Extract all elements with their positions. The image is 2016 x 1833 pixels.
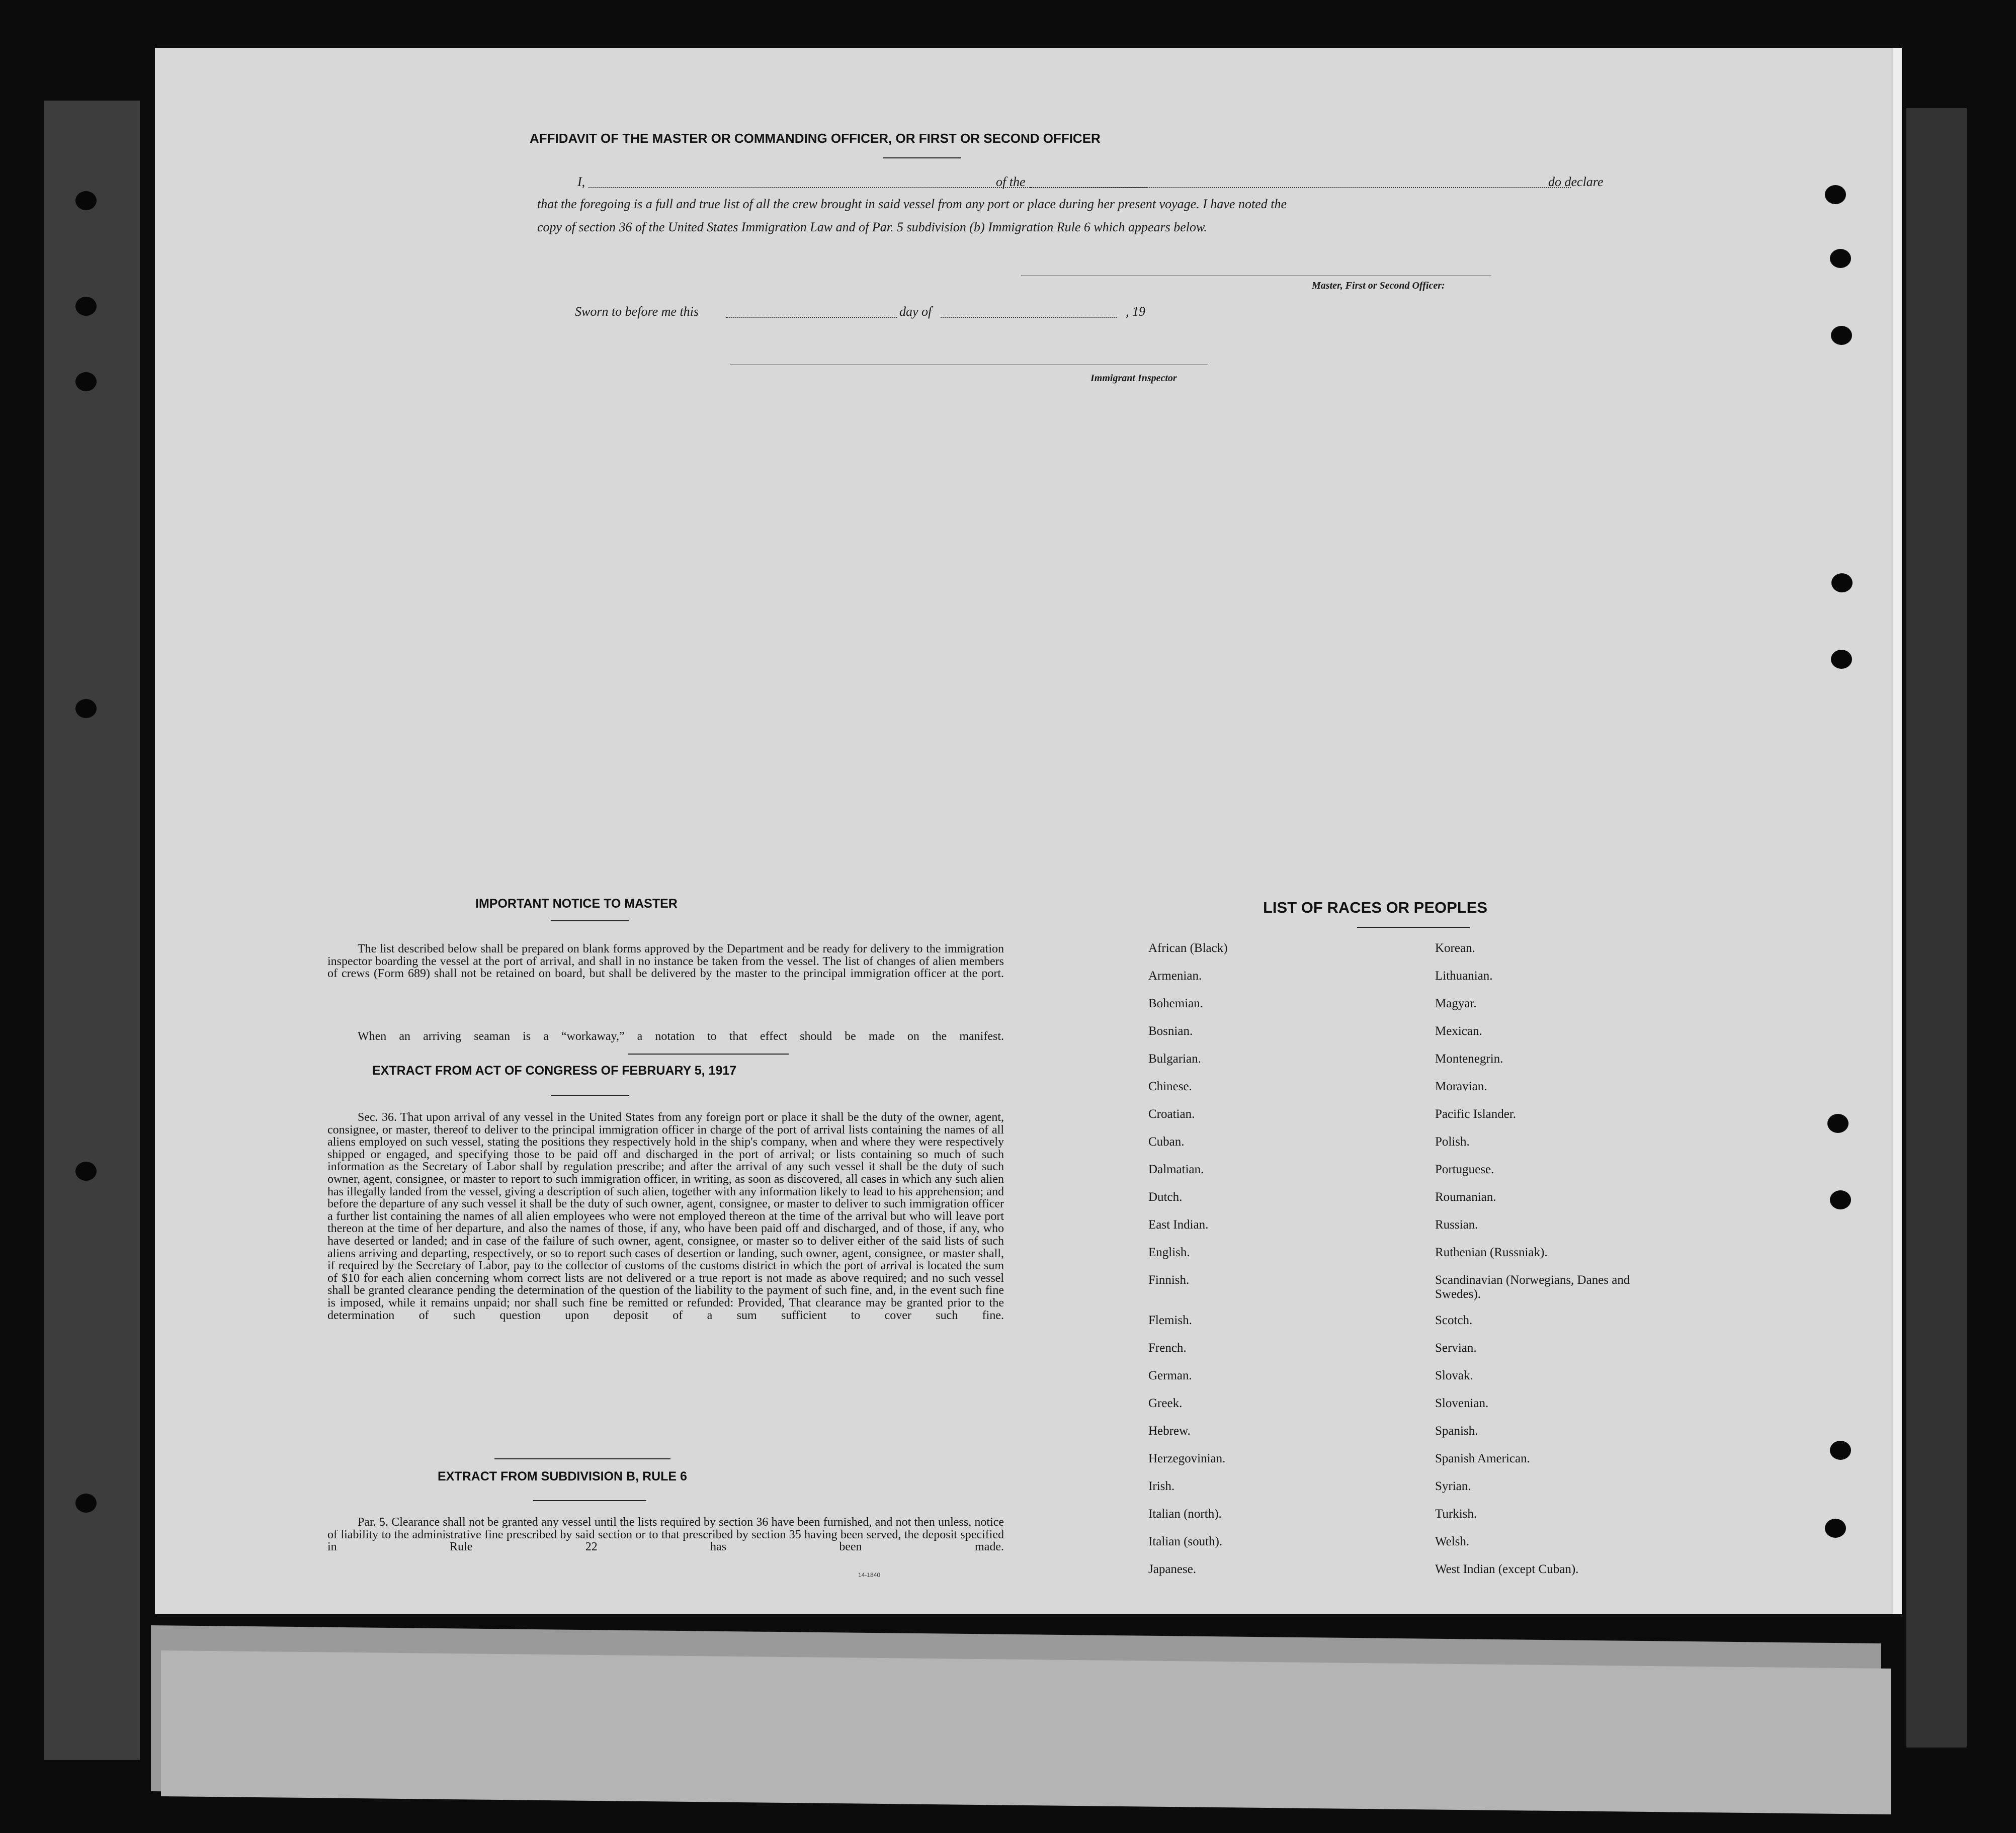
rule6-underline [533, 1500, 646, 1501]
race-item: Syrian. [1435, 1479, 1471, 1493]
binder-edge [1906, 108, 1967, 1748]
race-item: Chinese. [1148, 1080, 1192, 1093]
race-item: Slovak. [1435, 1369, 1473, 1382]
race-item: West Indian (except Cuban). [1435, 1562, 1579, 1576]
punch-hole-icon [1827, 1114, 1849, 1133]
inspector-label: Immigrant Inspector [1090, 373, 1177, 384]
race-item: Armenian. [1148, 969, 1202, 983]
punch-hole-icon [1831, 573, 1853, 592]
declarant-label: I, [577, 174, 585, 189]
punch-hole-icon [75, 1494, 97, 1513]
notice-text: The list described below shall be prepared on blank forms approved by the Department and be ready for delivery to the immigration inspector boarding the vessel at the port of arrival, and shall in no instance be taken from the vessel. The list of changes of alien members of crews (Form 689) shall not be retained on board, but shall be delivered by the master to the principal immigration officer at the port. [327, 942, 1004, 981]
title-underline [883, 157, 961, 158]
races-title: LIST OF RACES OR PEOPLES [1263, 899, 1488, 916]
declare-label: do declare [1548, 174, 1604, 189]
section-divider [628, 1054, 789, 1055]
race-item: Portuguese. [1435, 1163, 1494, 1176]
affidavit-title: AFFIDAVIT OF THE MASTER OR COMMANDING OFFICER, OR FIRST OR SECOND OFFICER [530, 131, 1101, 146]
rule6-text: Par. 5. Clearance shall not be granted any vessel until the lists required by section 36 have been furnished, and not then unless, notice of liability to the administrative fine prescribed by said section or to that prescribed by section 35 having been served, the deposit specified in Rule 22 has been made. [327, 1516, 1004, 1554]
day-of-label: day of [899, 304, 932, 319]
year-label: , 19 [1126, 304, 1145, 319]
punch-hole-icon [1830, 249, 1851, 268]
race-item: Ruthenian (Russniak). [1435, 1246, 1548, 1259]
races-left-column [1148, 934, 1228, 1583]
race-item: Mexican. [1435, 1024, 1482, 1038]
notice-title: IMPORTANT NOTICE TO MASTER [475, 897, 678, 911]
race-item: Cuban. [1148, 1135, 1185, 1149]
race-item: French. [1148, 1341, 1187, 1355]
race-item: Bosnian. [1148, 1024, 1193, 1038]
vessel-name-field[interactable] [1030, 187, 1571, 188]
race-item: Scandinavian (Norwegians, Danes and Swedes). [1435, 1273, 1630, 1301]
race-item: German. [1148, 1369, 1192, 1382]
race-item: Servian. [1435, 1341, 1477, 1355]
race-item: Irish. [1148, 1479, 1175, 1493]
document-page [155, 48, 1902, 1614]
race-item: Italian (north). [1148, 1507, 1222, 1521]
race-item: Herzegovinian. [1148, 1452, 1226, 1465]
punch-hole-icon [1830, 1190, 1851, 1209]
races-right-column [1435, 934, 1646, 1583]
race-item: Scotch. [1435, 1314, 1473, 1327]
punch-hole-icon [1831, 650, 1852, 669]
race-item: African (Black) [1148, 941, 1228, 955]
race-item: Hebrew. [1148, 1424, 1191, 1438]
sworn-month-field[interactable] [941, 317, 1117, 318]
race-item: East Indian. [1148, 1218, 1209, 1232]
race-item: Lithuanian. [1435, 969, 1493, 983]
race-item: Slovenian. [1435, 1396, 1489, 1410]
affidavit-line-2: that the foregoing is a full and true list of all the crew brought in said vessel from any port or place during her present voyage. I have noted the [537, 197, 1287, 211]
sworn-day-field[interactable] [726, 317, 897, 318]
races-underline [1357, 927, 1470, 928]
race-item: Flemish. [1148, 1314, 1192, 1327]
notice-underline [551, 920, 629, 921]
underlying-sheet [161, 1650, 1891, 1814]
punch-hole-icon [1825, 1519, 1846, 1538]
master-signature-label: Master, First or Second Officer: [1312, 280, 1445, 291]
race-item: Pacific Islander. [1435, 1107, 1517, 1121]
punch-hole-icon [75, 297, 97, 316]
punch-hole-icon [75, 1162, 97, 1181]
race-item: Finnish. [1148, 1273, 1190, 1287]
rule6-title: EXTRACT FROM SUBDIVISION B, RULE 6 [438, 1469, 687, 1483]
punch-hole-icon [75, 191, 97, 210]
act-underline [551, 1095, 629, 1096]
race-item: Croatian. [1148, 1107, 1195, 1121]
race-item: Russian. [1435, 1218, 1478, 1232]
act-text: Sec. 36. That upon arrival of any vessel in the United States from any foreign port or place it shall be the duty of the owner, agent, consignee, or master, thereof to deliver to the principal immigration officer in charge of the port of arrival lists containing the names of all aliens employed on such vessel, stating the positions they respectively hold in the ship's company, when and where they were respectively shipped or engaged, and specifying those to be paid off and discharged in the port of arrival; or lists containing so much of such information as the Secretary of Labor shall by regulation prescribe; and after the arrival of any such vessel it shall be the duty of such owner, agent, consignee, or master to report to such immigration officer, in writing, as soon as discovered, all cases in which any such alien has illegally landed from the vessel, giving a description of such alien, together with any information likely to lead to his apprehension; and before the departure of any such vessel it shall be the duty of such owner, agent, consignee, or master to deliver to such immigration officer a further list containing the names of all alien employees who were not employed thereon at the time of the arrival but who will leave port thereon at the time of her departure, and also the names of those, if any, who have been paid off and discharged, and of those, if any, who have deserted or landed; and in case of the failure of such owner, agent, consignee, or master so to deliver either of the said lists of such aliens arriving and departing, respectively, or so to report such cases of desertion or landing, such owner, agent, consignee, or master shall, if required by the Secretary of Labor, pay to the collector of customs of the customs district in which the port of arrival is located the sum of $10 for each alien concerning whom correct lists are not delivered or a true report is not made as above required; and no such vessel shall be granted clearance pending the determination of the question of the liability to the payment of such fine, and, in the event such fine is imposed, while it remains unpaid; nor shall such fine be remitted or refunded: Provided, That clearance may be granted prior to the determination of such question upon deposit of a sum sufficient to cover such fine. [327, 1111, 1004, 1322]
affidavit-line-3: copy of section 36 of the United States Immigration Law and of Par. 5 subdivision (b) Immigration Rule 6 which appears below. [537, 220, 1207, 234]
race-item: Dalmatian. [1148, 1163, 1204, 1176]
race-item: Moravian. [1435, 1080, 1487, 1093]
race-item: Welsh. [1435, 1535, 1470, 1548]
race-item: Japanese. [1148, 1562, 1197, 1576]
race-item: Magyar. [1435, 997, 1477, 1010]
act-title: EXTRACT FROM ACT OF CONGRESS OF FEBRUARY 5, 1917 [372, 1064, 737, 1078]
punch-hole-icon [1831, 326, 1852, 345]
race-item: Turkish. [1435, 1507, 1477, 1521]
race-item: Roumanian. [1435, 1190, 1496, 1204]
section-divider [494, 1458, 670, 1459]
punch-hole-icon [1825, 185, 1846, 204]
binder-strip [44, 101, 140, 1760]
sworn-label: Sworn to before me this [575, 304, 699, 319]
race-item: English. [1148, 1246, 1190, 1259]
race-item: Greek. [1148, 1396, 1183, 1410]
punch-hole-icon [75, 699, 97, 718]
punch-hole-icon [75, 372, 97, 391]
vessel-label: of the [996, 174, 1026, 189]
race-item: Korean. [1435, 941, 1475, 955]
form-code: 14-1840 [858, 1572, 881, 1579]
race-item: Dutch. [1148, 1190, 1183, 1204]
race-item: Spanish. [1435, 1424, 1478, 1438]
race-item: Bulgarian. [1148, 1052, 1201, 1066]
race-item: Polish. [1435, 1135, 1470, 1149]
race-item: Spanish American. [1435, 1452, 1530, 1465]
notice-text-2: When an arriving seaman is a “workaway,” a notation to that effect should be made on the manifest. [358, 1030, 1004, 1043]
race-item: Bohemian. [1148, 997, 1204, 1010]
punch-hole-icon [1830, 1441, 1851, 1460]
race-item: Montenegrin. [1435, 1052, 1503, 1066]
race-item: Italian (south). [1148, 1535, 1223, 1548]
